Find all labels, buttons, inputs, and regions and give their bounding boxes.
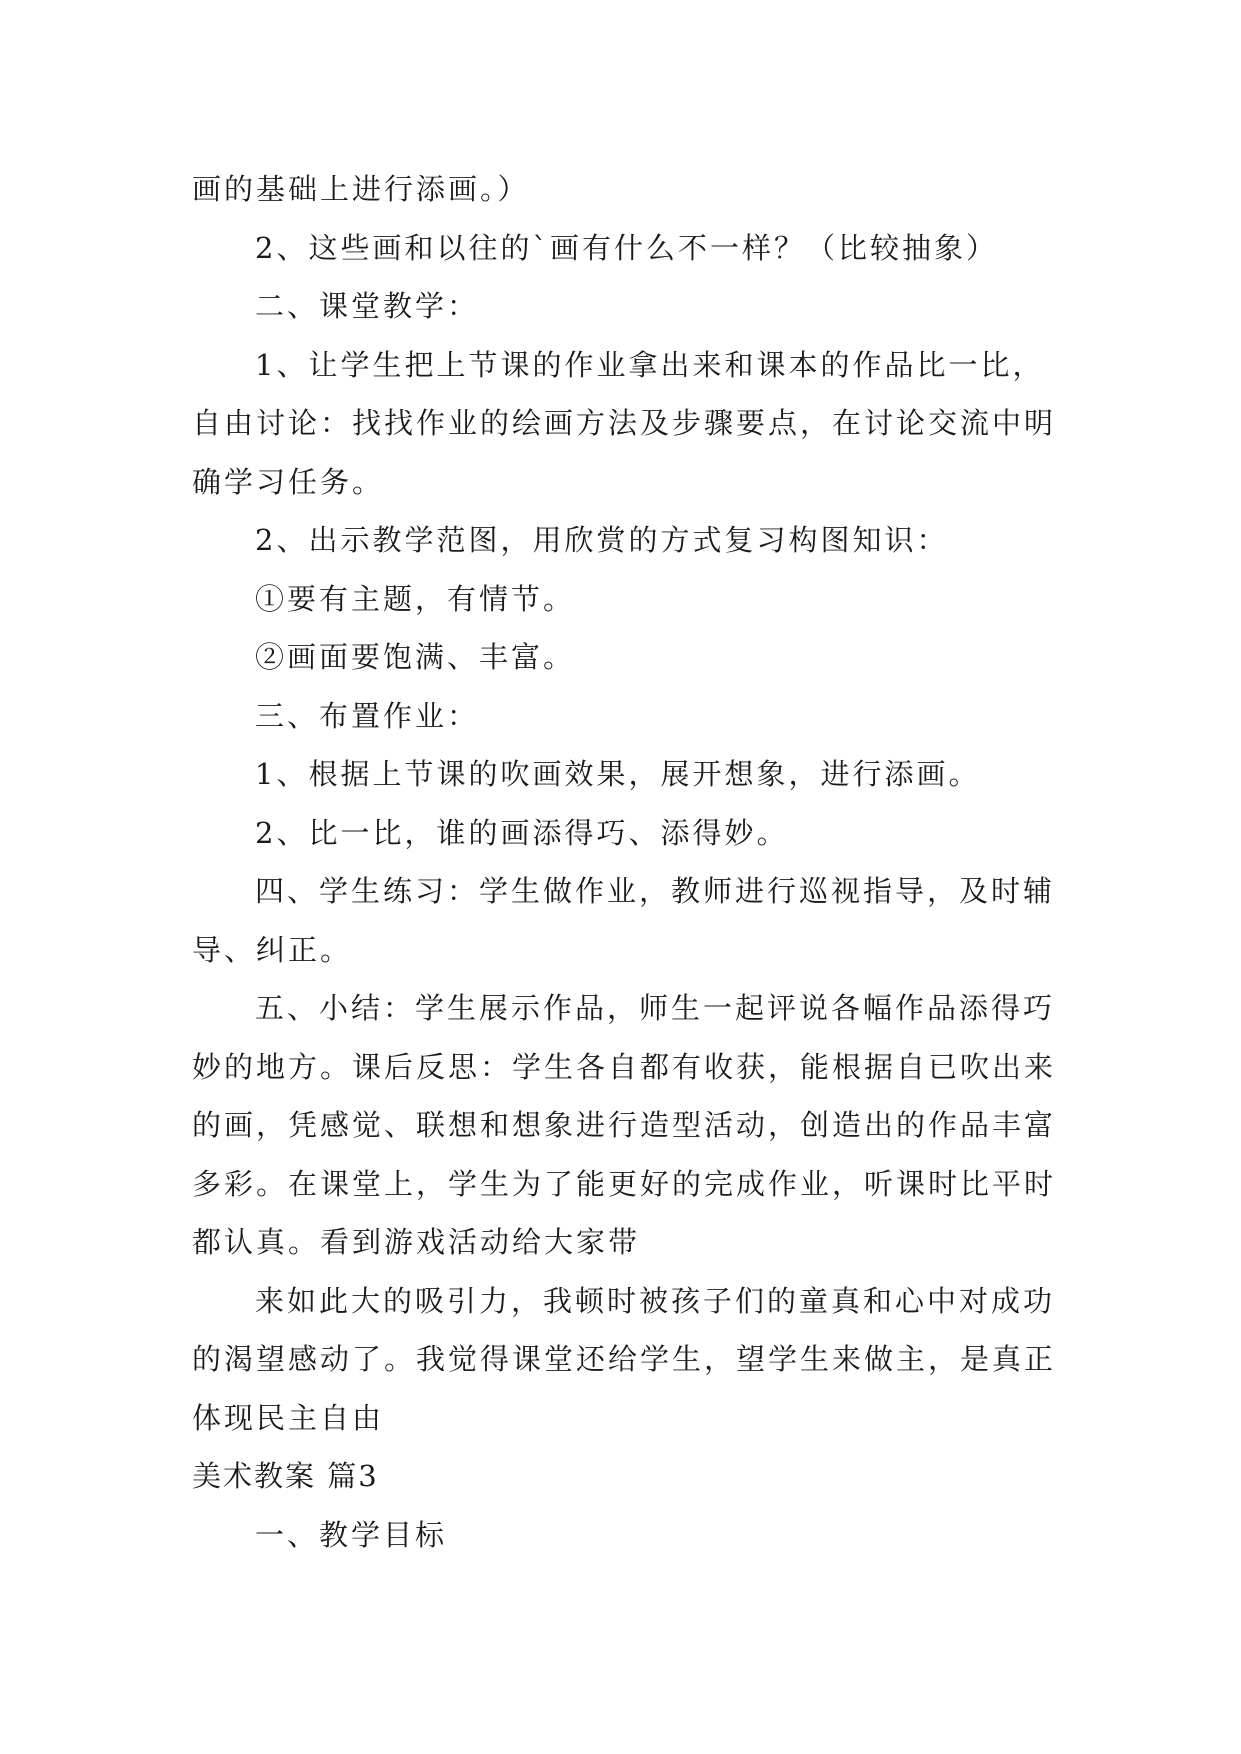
paragraph: 四、学生练习：学生做作业，教师进行巡视指导，及时辅导、纠正。 — [192, 874, 1056, 967]
paragraph: 1、根据上节课的吹画效果，展开想象，进行添画。 — [255, 757, 981, 791]
paragraph: 2、出示教学范图，用欣赏的方式复习构图知识： — [255, 523, 949, 557]
paragraph: 来如此大的吸引力，我顿时被孩子们的童真和心中对成功的渴望感动了。我觉得课堂还给学生，望学生来做主，是真正体现民主自由 — [192, 1283, 1057, 1435]
paragraph: 2、这些画和以往的`画有什么不一样？（比较抽象） — [255, 230, 998, 265]
paragraph: 1、让学生把上节课的作业拿出来和课本的作品比一比，自由讨论：找找作业的绘画方法及步骤要点，在讨论交流中明确学习任务。 — [192, 347, 1057, 499]
list-item: ②画面要饱满、丰富。 — [255, 640, 576, 674]
paragraph: 画的基础上进行添画。） — [192, 172, 530, 206]
section-subheading: 一、教学目标 — [255, 1517, 448, 1552]
section-heading: 美术教案 篇3 — [192, 1459, 379, 1493]
paragraph: 五、小结：学生展示作品，师生一起评说各幅作品添得巧妙的地方。课后反思：学生各自都有收获，能根据自已吹出来的画，凭感觉、联想和想象进行造型活动，创造出的作品丰富多彩。在课堂上，学生为了能更好的完成作业，听课时比平时都认真。看到游戏活动给大家带 — [192, 991, 1057, 1259]
section-subheading: 二、课堂教学： — [255, 289, 480, 323]
document-body — [192, 160, 1062, 1564]
section-subheading: 三、布置作业： — [255, 698, 480, 733]
list-item: ①要有主题，有情节。 — [255, 581, 576, 616]
paragraph: 2、比一比，谁的画添得巧、添得妙。 — [255, 815, 789, 850]
